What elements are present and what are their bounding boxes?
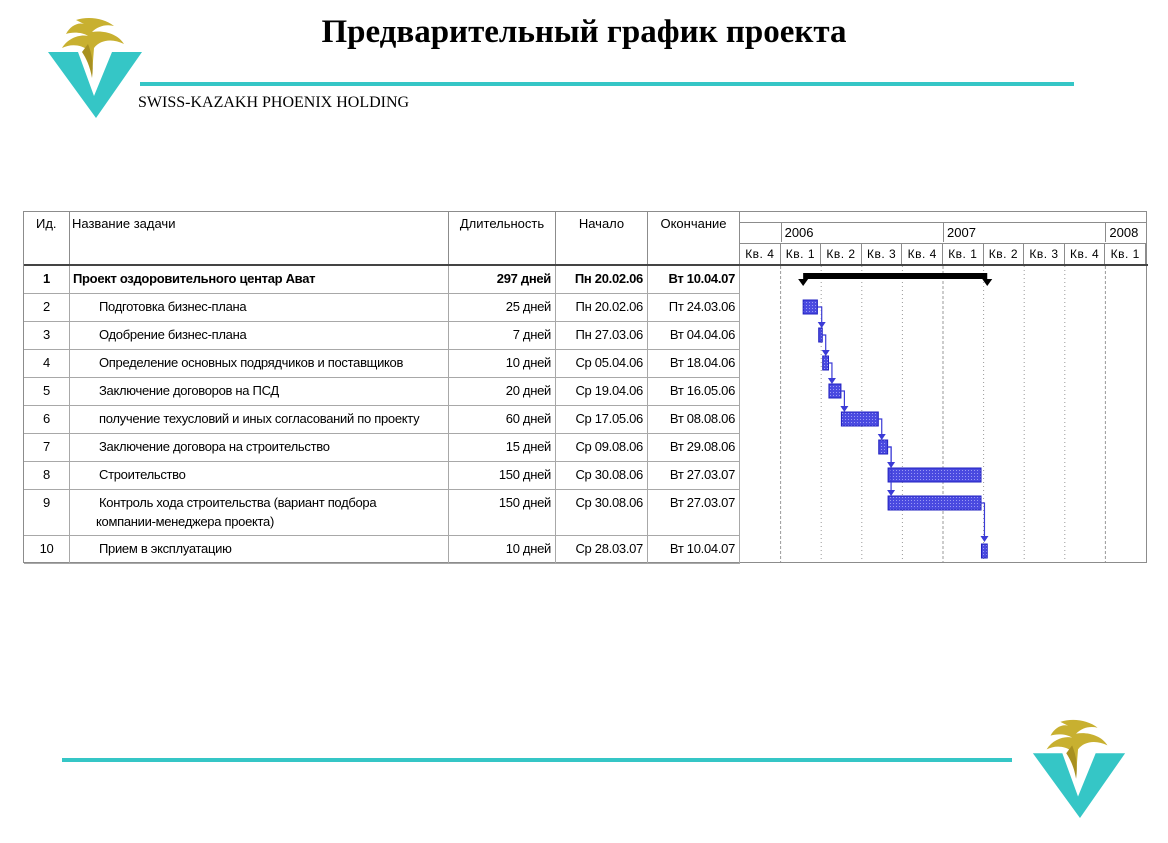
company-name: SWISS-KAZAKH PHOENIX HOLDING (138, 94, 410, 111)
task-finish: Вт 08.08.06 (648, 406, 740, 433)
quarter-label: Кв. 2 (984, 244, 1025, 264)
task-name (70, 378, 449, 405)
table-row[interactable] (24, 406, 740, 434)
task-name-line-2: компании-менеджера проекта) (96, 514, 275, 529)
task-id: 3 (24, 322, 70, 349)
task-start: Пн 27.03.06 (556, 322, 648, 349)
task-start: Ср 28.03.07 (556, 536, 648, 563)
task-start: Ср 30.08.06 (556, 490, 648, 535)
task-name (70, 322, 449, 349)
task-bar (888, 496, 981, 510)
task-start: Ср 17.05.06 (556, 406, 648, 433)
task-duration: 10 дней (449, 350, 556, 377)
table-row[interactable] (24, 350, 740, 378)
task-finish: Вт 04.04.06 (648, 322, 740, 349)
dependency-line (981, 503, 984, 537)
dependency-arrowhead (887, 490, 895, 496)
task-name-line: Подготовка бизнес-плана (99, 299, 247, 314)
task-bar (803, 300, 817, 314)
task-id: 2 (24, 294, 70, 321)
task-finish: Вт 27.03.07 (648, 490, 740, 535)
quarter-label: Кв. 1 (943, 244, 984, 264)
task-name (70, 536, 449, 563)
task-finish: Вт 10.04.07 (648, 266, 740, 293)
task-duration: 150 дней (449, 462, 556, 489)
task-duration: 297 дней (449, 266, 556, 293)
task-duration: 60 дней (449, 406, 556, 433)
gantt-table (23, 211, 1147, 563)
dependency-line (828, 363, 831, 379)
task-finish: Вт 27.03.07 (648, 462, 740, 489)
year-label: 2006 (781, 222, 944, 242)
task-name-line: Строительство (99, 467, 186, 482)
task-name (70, 434, 449, 461)
task-name (70, 350, 449, 377)
task-start: Ср 19.04.06 (556, 378, 648, 405)
task-name-line: Заключение договора на строительство (99, 439, 330, 454)
task-name-line: Одобрение бизнес-плана (99, 327, 247, 342)
task-name-line: получение техусловий и иных согласований по проекту (99, 411, 420, 426)
task-id: 6 (24, 406, 70, 433)
dependency-arrowhead (818, 322, 826, 328)
summary-start-marker (798, 279, 808, 286)
header-finish: Окончание (648, 212, 740, 264)
dependency-line (841, 391, 844, 407)
task-start: Ср 30.08.06 (556, 462, 648, 489)
dependency-arrowhead (840, 406, 848, 412)
task-duration: 20 дней (449, 378, 556, 405)
quarter-label: Кв. 4 (740, 244, 781, 264)
table-row[interactable] (24, 490, 740, 536)
task-id: 8 (24, 462, 70, 489)
task-name-line: Прием в эксплуатацию (99, 541, 232, 556)
phoenix-v-logo-icon (48, 14, 142, 120)
header-task-name: Название задачи (70, 212, 449, 264)
gantt-bars (740, 212, 1146, 562)
task-finish: Пт 24.03.06 (648, 294, 740, 321)
header-id: Ид. (24, 212, 70, 264)
dependency-arrowhead (980, 536, 988, 542)
task-start: Ср 09.08.06 (556, 434, 648, 461)
task-name (70, 462, 449, 489)
task-name-line: Проект оздоровительного центар Ават (73, 271, 316, 286)
quarter-label: Кв. 4 (902, 244, 943, 264)
task-name (70, 266, 449, 293)
year-label: 2008 (1105, 222, 1147, 242)
bottom-accent-rule (62, 758, 1012, 762)
task-id: 1 (24, 266, 70, 293)
table-row[interactable] (24, 322, 740, 350)
task-bar (829, 384, 841, 398)
quarter-label: Кв. 3 (862, 244, 903, 264)
table-row[interactable] (24, 434, 740, 462)
summary-bar (803, 273, 987, 279)
dependency-arrowhead (828, 378, 836, 384)
task-name (70, 490, 449, 535)
dependency-line (878, 419, 881, 435)
quarter-label: Кв. 1 (1105, 244, 1146, 264)
slide-title: Предварительный график проекта (321, 14, 847, 50)
dependency-arrowhead (878, 434, 886, 440)
quarter-label: Кв. 4 (1065, 244, 1106, 264)
task-finish: Вт 10.04.07 (648, 536, 740, 563)
quarter-label: Кв. 1 (781, 244, 822, 264)
task-id: 7 (24, 434, 70, 461)
table-row[interactable] (24, 462, 740, 490)
task-id: 9 (24, 490, 70, 535)
gantt-chart (740, 212, 1146, 562)
task-id: 5 (24, 378, 70, 405)
year-label: 2007 (943, 222, 1106, 242)
task-finish: Вт 18.04.06 (648, 350, 740, 377)
task-id: 10 (24, 536, 70, 563)
task-bar (819, 328, 823, 342)
task-duration: 10 дней (449, 536, 556, 563)
task-bar (823, 356, 829, 370)
task-start: Пн 20.02.06 (556, 294, 648, 321)
dependency-arrowhead (822, 350, 830, 356)
task-duration: 7 дней (449, 322, 556, 349)
table-row[interactable] (24, 536, 740, 564)
task-id: 4 (24, 350, 70, 377)
task-start: Ср 05.04.06 (556, 350, 648, 377)
task-duration: 150 дней (449, 490, 556, 535)
task-name (70, 406, 449, 433)
task-start: Пн 20.02.06 (556, 266, 648, 293)
dependency-line (822, 335, 825, 351)
task-bar (879, 440, 888, 454)
phoenix-v-logo-bottom-icon (1032, 716, 1126, 820)
task-name-line: Заключение договоров на ПСД (99, 383, 279, 398)
task-duration: 15 дней (449, 434, 556, 461)
task-bar (841, 412, 878, 426)
task-bar (888, 468, 981, 482)
task-finish: Вт 16.05.06 (648, 378, 740, 405)
task-name (70, 294, 449, 321)
task-duration: 25 дней (449, 294, 556, 321)
header-start: Начало (556, 212, 648, 264)
quarter-label: Кв. 3 (1024, 244, 1065, 264)
task-name-line: Определение основных подрядчиков и поставщиков (99, 355, 404, 370)
top-accent-rule (140, 82, 1074, 86)
task-name-line: Контроль хода строительства (вариант подбора (99, 495, 377, 510)
table-row[interactable] (24, 378, 740, 406)
table-row[interactable] (24, 294, 740, 322)
table-row[interactable] (24, 266, 740, 294)
task-finish: Вт 29.08.06 (648, 434, 740, 461)
quarter-label: Кв. 2 (821, 244, 862, 264)
header-duration: Длительность (449, 212, 556, 264)
task-bar (981, 544, 987, 558)
